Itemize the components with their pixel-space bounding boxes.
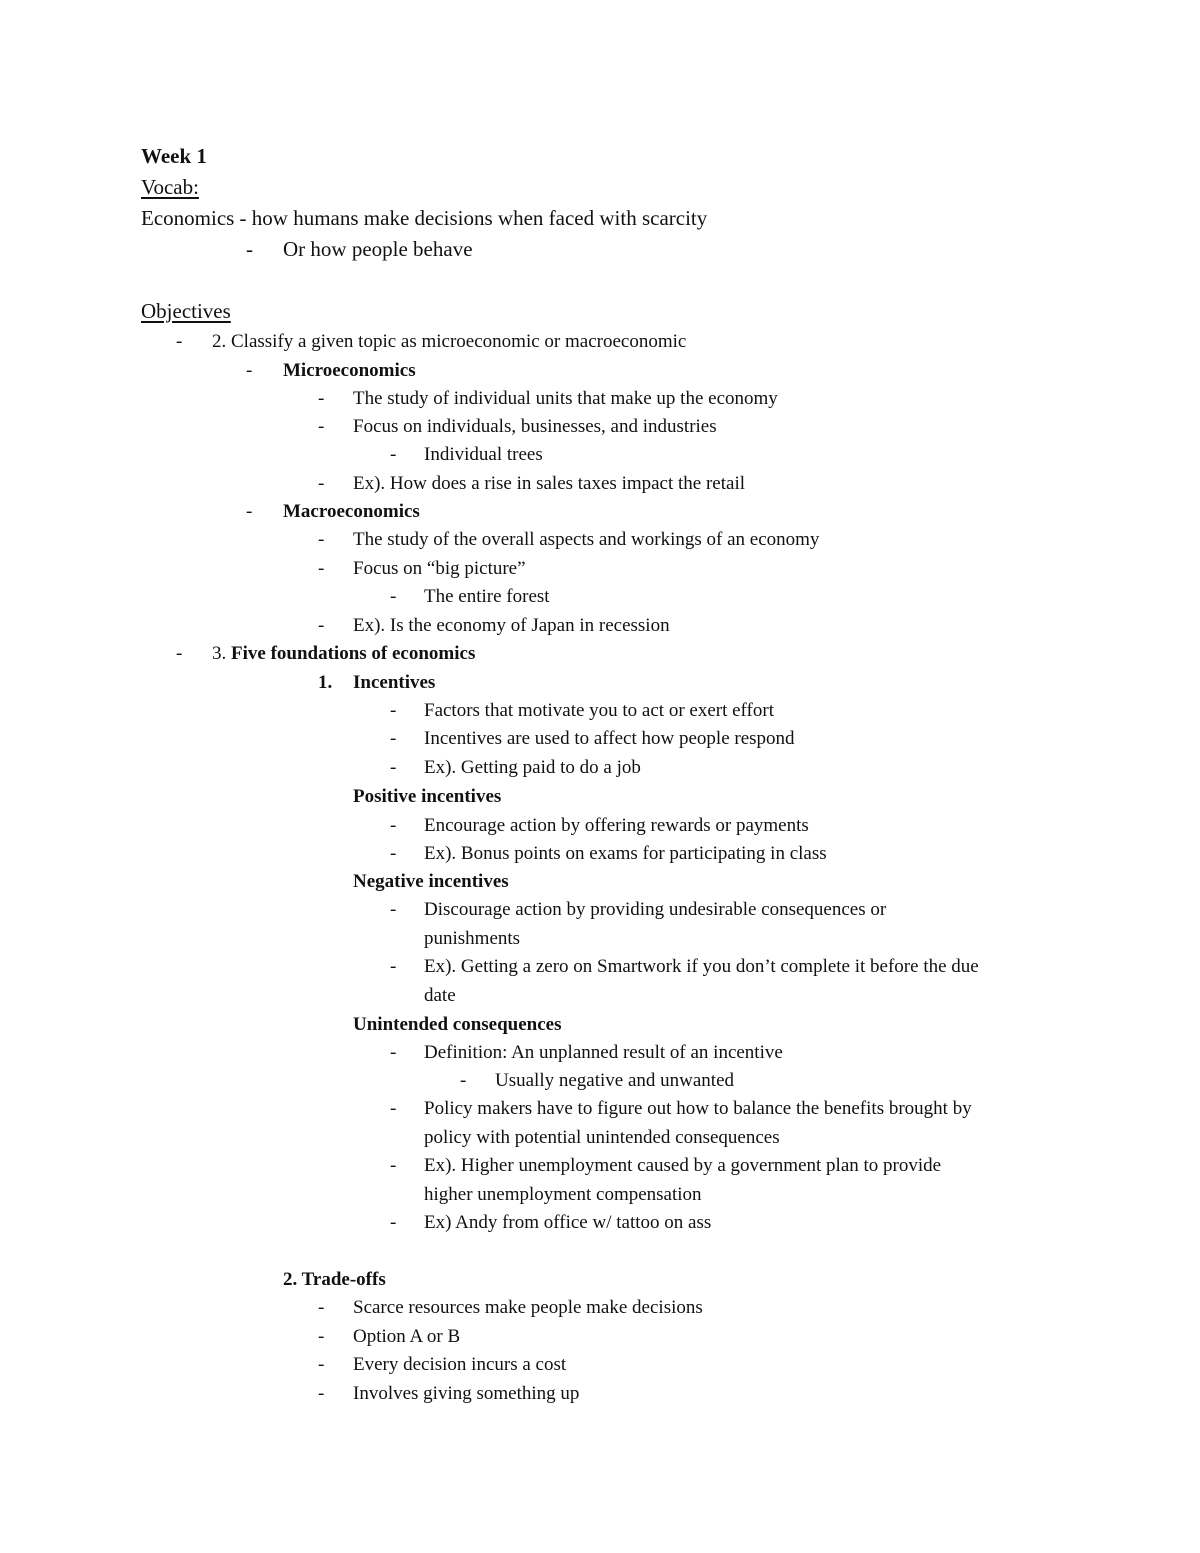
list-item: Encourage action by offering rewards or payments bbox=[424, 815, 809, 836]
bullet-dash: - bbox=[390, 1098, 397, 1119]
vocab-heading: Vocab: bbox=[141, 175, 199, 199]
bullet-dash: - bbox=[390, 815, 397, 836]
bullet-dash: - bbox=[390, 700, 397, 721]
bullet-dash: - bbox=[318, 1297, 325, 1318]
list-item-continuation: date bbox=[424, 985, 456, 1006]
list-item: Definition: An unplanned result of an incentive bbox=[424, 1042, 783, 1063]
incentives-heading: Incentives bbox=[353, 672, 436, 693]
list-item: Focus on “big picture” bbox=[353, 558, 526, 579]
tradeoffs-heading: 2. Trade-offs bbox=[283, 1269, 386, 1290]
negative-incentives-heading: Negative incentives bbox=[353, 871, 509, 892]
list-item-continuation: higher unemployment compensation bbox=[424, 1184, 702, 1205]
list-item: The study of the overall aspects and workings of an economy bbox=[353, 529, 820, 550]
economics-definition: Economics - how humans make decisions when faced with scarcity bbox=[141, 206, 708, 230]
bullet-dash: - bbox=[390, 899, 397, 920]
bullet-dash: - bbox=[176, 331, 183, 352]
bullet-dash: - bbox=[318, 473, 325, 494]
bullet-dash: - bbox=[390, 586, 397, 607]
objective-3-title: Five foundations of economics bbox=[231, 643, 476, 664]
unintended-consequences-heading: Unintended consequences bbox=[353, 1014, 562, 1035]
list-item-continuation: punishments bbox=[424, 928, 521, 949]
bullet-dash: - bbox=[390, 444, 397, 465]
list-item: Ex). Is the economy of Japan in recession bbox=[353, 615, 670, 636]
macroeconomics-heading: Macroeconomics bbox=[283, 501, 420, 522]
list-item: Ex). Higher unemployment caused by a government plan to provide bbox=[424, 1155, 942, 1176]
bullet-dash: - bbox=[246, 360, 253, 381]
bullet-dash: - bbox=[390, 1042, 397, 1063]
list-item: The study of individual units that make up the economy bbox=[353, 388, 778, 409]
list-item: Policy makers have to figure out how to balance the benefits brought by bbox=[424, 1098, 972, 1119]
list-item: Incentives are used to affect how people respond bbox=[424, 728, 795, 749]
bullet-dash: - bbox=[318, 1326, 325, 1347]
list-item: Focus on individuals, businesses, and industries bbox=[353, 416, 717, 437]
bullet-dash: - bbox=[318, 1383, 325, 1404]
bullet-dash: - bbox=[390, 1155, 397, 1176]
bullet-dash: - bbox=[390, 728, 397, 749]
list-item: Individual trees bbox=[424, 444, 543, 465]
list-item: Ex). Bonus points on exams for participating in class bbox=[424, 843, 827, 864]
bullet-dash: - bbox=[318, 388, 325, 409]
objective-3-number: 3. bbox=[212, 643, 227, 664]
positive-incentives-heading: Positive incentives bbox=[353, 786, 502, 807]
bullet-dash: - bbox=[318, 558, 325, 579]
list-item: Option A or B bbox=[353, 1326, 461, 1347]
objectives-heading: Objectives bbox=[141, 299, 231, 323]
list-item: Ex). Getting paid to do a job bbox=[424, 757, 641, 778]
bullet-dash: - bbox=[246, 501, 253, 522]
list-item: The entire forest bbox=[424, 586, 550, 607]
bullet-dash: - bbox=[318, 529, 325, 550]
list-item: Involves giving something up bbox=[353, 1383, 580, 1404]
list-item: Discourage action by providing undesirable consequences or bbox=[424, 899, 887, 920]
list-item: Ex). How does a rise in sales taxes impact the retail bbox=[353, 473, 746, 494]
bullet-dash: - bbox=[318, 416, 325, 437]
list-item: Scarce resources make people make decisions bbox=[353, 1297, 703, 1318]
microeconomics-heading: Microeconomics bbox=[283, 360, 416, 381]
bullet-dash: - bbox=[390, 1212, 397, 1233]
bullet-dash: - bbox=[390, 956, 397, 977]
economics-alt-definition: Or how people behave bbox=[283, 237, 473, 261]
list-item: Every decision incurs a cost bbox=[353, 1354, 567, 1375]
bullet-dash: - bbox=[176, 643, 183, 664]
incentives-number: 1. bbox=[318, 672, 333, 693]
list-item: Usually negative and unwanted bbox=[495, 1070, 735, 1091]
bullet-dash: - bbox=[246, 237, 253, 261]
list-item: Factors that motivate you to act or exert effort bbox=[424, 700, 774, 721]
bullet-dash: - bbox=[318, 615, 325, 636]
bullet-dash: - bbox=[390, 757, 397, 778]
list-item: Ex) Andy from office w/ tattoo on ass bbox=[424, 1212, 712, 1233]
list-item: Ex). Getting a zero on Smartwork if you don’t complete it before the due bbox=[424, 956, 979, 977]
page-title: Week 1 bbox=[141, 144, 207, 168]
objective-2: 2. Classify a given topic as microeconomic or macroeconomic bbox=[212, 331, 687, 352]
list-item-continuation: policy with potential unintended consequences bbox=[424, 1127, 780, 1148]
bullet-dash: - bbox=[390, 843, 397, 864]
bullet-dash: - bbox=[318, 1354, 325, 1375]
objective-3 bbox=[212, 644, 475, 663]
bullet-dash: - bbox=[460, 1070, 467, 1091]
